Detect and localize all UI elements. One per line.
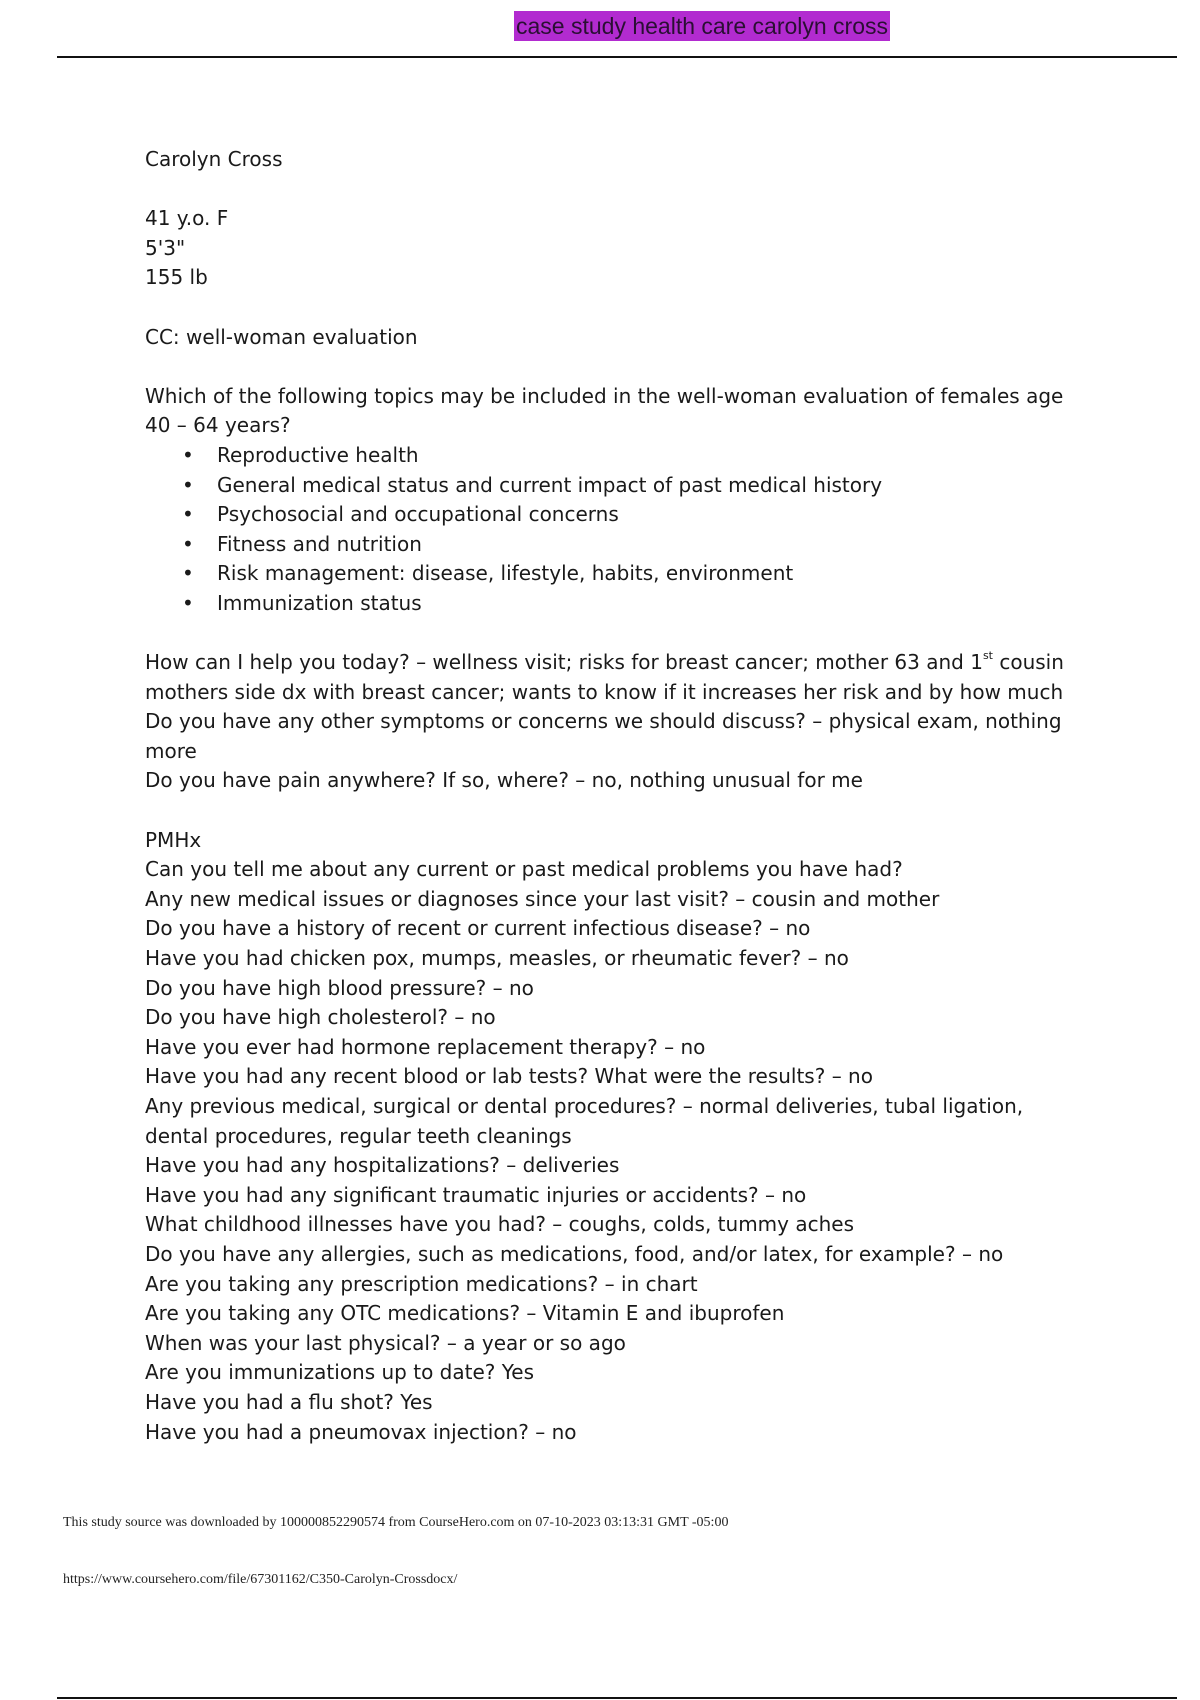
spacer [145,796,1085,826]
help-text: How can I help you today? – wellness visit; risks for breast cancer; mother 63 and 1 [145,650,983,675]
pmhx-line: Do you have a history of recent or current infectious disease? – no [145,916,811,941]
pmhx-line: Have you had any significant traumatic injuries or accidents? – no [145,1182,807,1207]
document-title-highlight: case study health care carolyn cross [516,13,889,39]
pmhx-line: Have you ever had hormone replacement therapy? – no [145,1034,706,1059]
pmhx-line: Do you have high cholesterol? – no [145,1005,496,1030]
patient-weight: 155 lb [145,265,208,290]
pmhx-line: Any new medical issues or diagnoses since your last visit? – cousin and mother [145,886,940,911]
patient-name: Carolyn Cross [145,147,283,171]
interview-pain: Do you have pain anywhere? If so, where? – no, nothing unusual for me [145,768,863,793]
chief-complaint: CC: well-woman evaluation [145,324,418,349]
topic-text: Risk management: disease, lifestyle, habits, environment [217,561,794,586]
topics-list [145,441,1085,619]
pmhx-line: Do you have high blood pressure? – no [145,975,534,1000]
pmhx-line: When was your last physical? – a year or so ago [145,1330,626,1355]
document-body [145,145,1085,1447]
patient-height: 5'3" [145,235,186,260]
spacer [145,619,1085,649]
topic-text: Psychosocial and occupational concerns [217,502,619,527]
topic-text: Fitness and nutrition [217,531,422,556]
source-url[interactable]: https://www.coursehero.com/file/67301162/C350-Carolyn-Crossdocx/ [63,1572,458,1587]
spacer [145,352,1085,382]
spacer [145,175,1085,205]
pmhx-line: Have you had a pneumovax injection? – no [145,1419,577,1444]
topic-text: Immunization status [217,590,422,615]
pmhx-line: Have you had chicken pox, mumps, measles, or rheumatic fever? – no [145,946,849,971]
interview-help-line-1 [145,648,1085,678]
bullet-icon: • [182,531,194,556]
spacer [145,293,1085,323]
download-source-note: This study source was downloaded by 100000852290574 from CourseHero.com on 07-10-2023 03:13:31 GMT -05:00 [63,1515,729,1530]
pmhx-line: Do you have any allergies, such as medications, food, and/or latex, for example? – no [145,1241,1004,1266]
topic-text: General medical status and current impact of past medical history [217,472,883,497]
pmhx-line: What childhood illnesses have you had? – coughs, colds, tummy aches [145,1212,855,1237]
pmhx-line: Have you had any hospitalizations? – deliveries [145,1153,620,1178]
bullet-icon: • [182,590,194,615]
list-item [182,589,1085,619]
list-item [182,441,1085,471]
list-item [182,559,1085,589]
help-text-cont: cousin [993,650,1064,675]
pmhx-line: Any previous medical, surgical or dental procedures? – normal deliveries, tubal ligation, dental procedures, regular teeth cleanings [145,1094,1024,1148]
list-item [182,530,1085,560]
interview-other-symptoms: Do you have any other symptoms or concerns we should discuss? – physical exam, nothing more [145,709,1062,763]
ordinal-suffix: st [982,649,993,663]
bullet-icon: • [182,442,194,467]
pmhx-line: Are you immunizations up to date? Yes [145,1360,535,1385]
bullet-icon: • [182,472,194,497]
pmhx-line: Are you taking any prescription medications? – in chart [145,1271,698,1296]
footer-divider [57,1697,1177,1699]
list-item [182,500,1085,530]
pmhx-heading: PMHx [145,827,202,852]
list-item [182,471,1085,501]
pmhx-line: Are you taking any OTC medications? – Vitamin E and ibuprofen [145,1301,785,1326]
patient-age-sex: 41 y.o. F [145,206,229,231]
topic-text: Reproductive health [217,442,419,467]
topics-question: Which of the following topics may be included in the well-woman evaluation of females age 40 – 64 years? [145,383,1064,438]
pmhx-line: Can you tell me about any current or past medical problems you have had? [145,857,903,882]
header-divider [57,56,1177,58]
bullet-icon: • [182,502,194,527]
bullet-icon: • [182,561,194,586]
pmhx-line: Have you had a flu shot? Yes [145,1389,433,1414]
pmhx-line: Have you had any recent blood or lab tests? What were the results? – no [145,1064,873,1089]
interview-help-line-2: mothers side dx with breast cancer; wants to know if it increases her risk and by how much [145,679,1064,704]
